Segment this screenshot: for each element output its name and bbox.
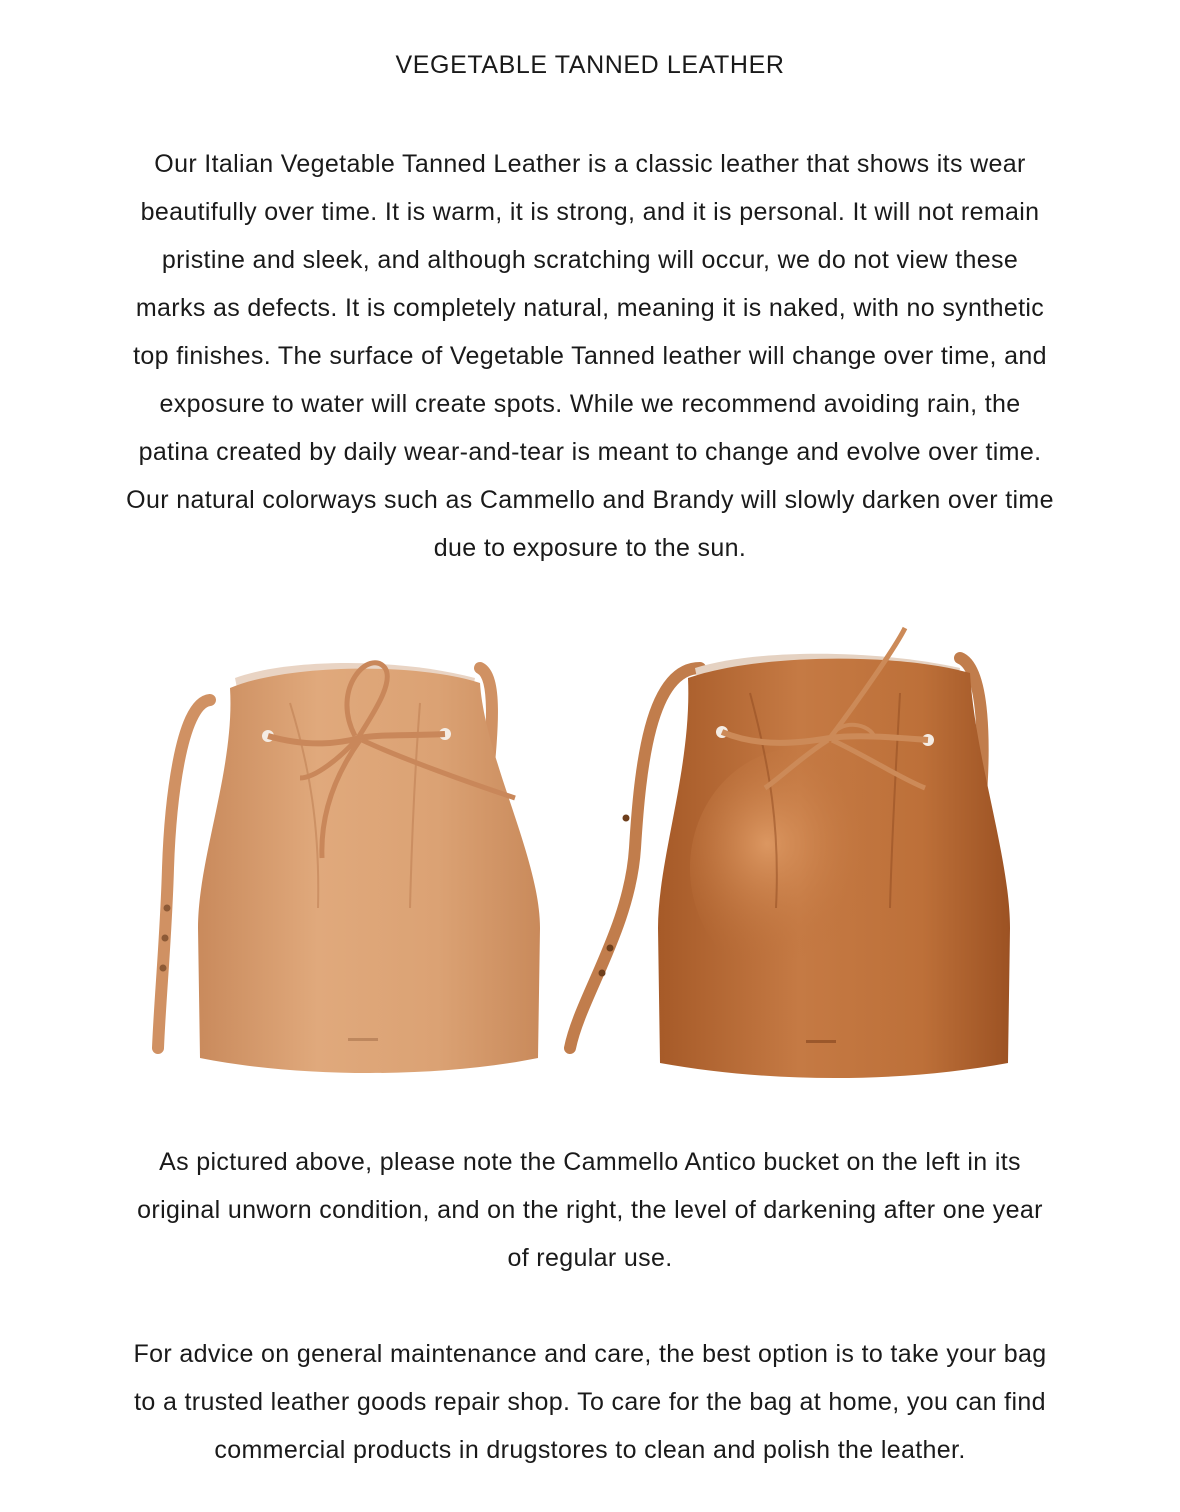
intro-line: due to exposure to the sun. [433,534,747,562]
care-line: to a trusted leather goods repair shop. To care for the bag at home, you can find [134,1388,1046,1416]
left-bag-graphic [158,663,540,1073]
intro-line: Our Italian Vegetable Tanned Leather is a classic leather that shows its wear [154,150,1026,178]
caption-line: As pictured above, please note the Cammello Antico bucket on the left in its [159,1148,1021,1176]
page-title: VEGETABLE TANNED LEATHER [395,51,785,79]
caption-paragraph [20,1138,1160,1282]
intro-line: exposure to water will create spots. While we recommend avoiding rain, the [159,390,1021,418]
bucket-bag-comparison-photo [140,608,1040,1108]
care-line: commercial products in drugstores to clean and polish the leather. [214,1436,966,1464]
intro-line: patina created by daily wear-and-tear is meant to change and evolve over time. [138,438,1042,466]
intro-line: beautifully over time. It is warm, it is strong, and it is personal. It will not remain [140,198,1040,226]
caption-line: original unworn condition, and on the right, the level of darkening after one year [137,1196,1043,1224]
care-line: For advice on general maintenance and care, the best option is to take your bag [133,1340,1047,1368]
intro-line: marks as defects. It is completely natural, meaning it is naked, with no synthetic [135,294,1045,322]
intro-line: pristine and sleek, and although scratching will occur, we do not view these [161,246,1019,274]
intro-line: Our natural colorways such as Cammello and Brandy will slowly darken over time [126,486,1054,514]
care-paragraph [20,1330,1160,1474]
intro-paragraph [20,140,1160,572]
caption-line: of regular use. [507,1244,673,1272]
right-bag-graphic [570,628,1010,1078]
intro-line: top finishes. The surface of Vegetable Tanned leather will change over time, and [133,342,1047,370]
